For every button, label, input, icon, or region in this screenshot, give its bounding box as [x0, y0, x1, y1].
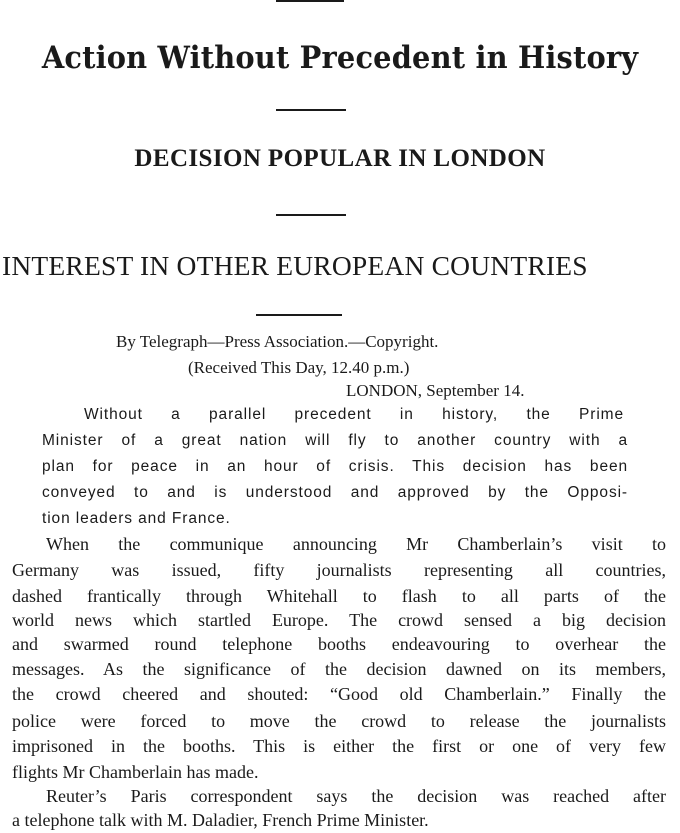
- body-line: When the communique announcing Mr Chamberlain’s visit to: [46, 534, 666, 554]
- top-rule: [276, 0, 344, 2]
- divider-rule-2: [276, 214, 346, 216]
- body-line: imprisoned in the booths. This is either the first or one of very few: [12, 736, 666, 756]
- body-line: flights Mr Chamberlain has made.: [12, 762, 259, 782]
- divider-rule-1: [276, 109, 346, 111]
- lead-line: plan for peace in an hour of crisis. This decision has been: [42, 458, 628, 475]
- received-credit: (Received This Day, 12.40 p.m.): [188, 358, 410, 377]
- lead-line: Without a parallel precedent in history, the Prime: [84, 406, 624, 423]
- body-line: Germany was issued, fifty journalists representing all countries,: [12, 560, 666, 580]
- body-line: the crowd cheered and shouted: “Good old Chamberlain.” Finally the: [12, 684, 666, 704]
- reuter-line: a telephone talk with M. Daladier, French Prime Minister.: [12, 810, 429, 830]
- body-line: world news which startled Europe. The crowd sensed a big decision: [12, 610, 666, 630]
- divider-rule-3: [256, 314, 342, 316]
- body-line: police were forced to move the crowd to release the journalists: [12, 711, 666, 731]
- third-headline: INTEREST IN OTHER EUROPEAN COUNTRIES: [2, 250, 588, 281]
- body-line: and swarmed round telephone booths endeavouring to overhear the: [12, 634, 666, 654]
- reuter-line: Reuter’s Paris correspondent says the decision was reached after: [46, 786, 666, 806]
- second-headline: DECISION POPULAR IN LONDON: [134, 145, 546, 172]
- telegraph-credit: By Telegraph—Press Association.—Copyright.: [116, 332, 439, 351]
- body-line: messages. As the significance of the decision dawned on its members,: [12, 659, 666, 679]
- lead-line: tion leaders and France.: [42, 510, 231, 527]
- dateline: LONDON, September 14.: [346, 381, 525, 400]
- lead-line: conveyed to and is understood and approved by the Opposi-: [42, 484, 628, 501]
- body-line: dashed frantically through Whitehall to flash to all parts of the: [12, 586, 666, 606]
- lead-line: Minister of a great nation will fly to another country with a: [42, 432, 628, 449]
- main-headline: Action Without Precedent in History: [41, 40, 639, 76]
